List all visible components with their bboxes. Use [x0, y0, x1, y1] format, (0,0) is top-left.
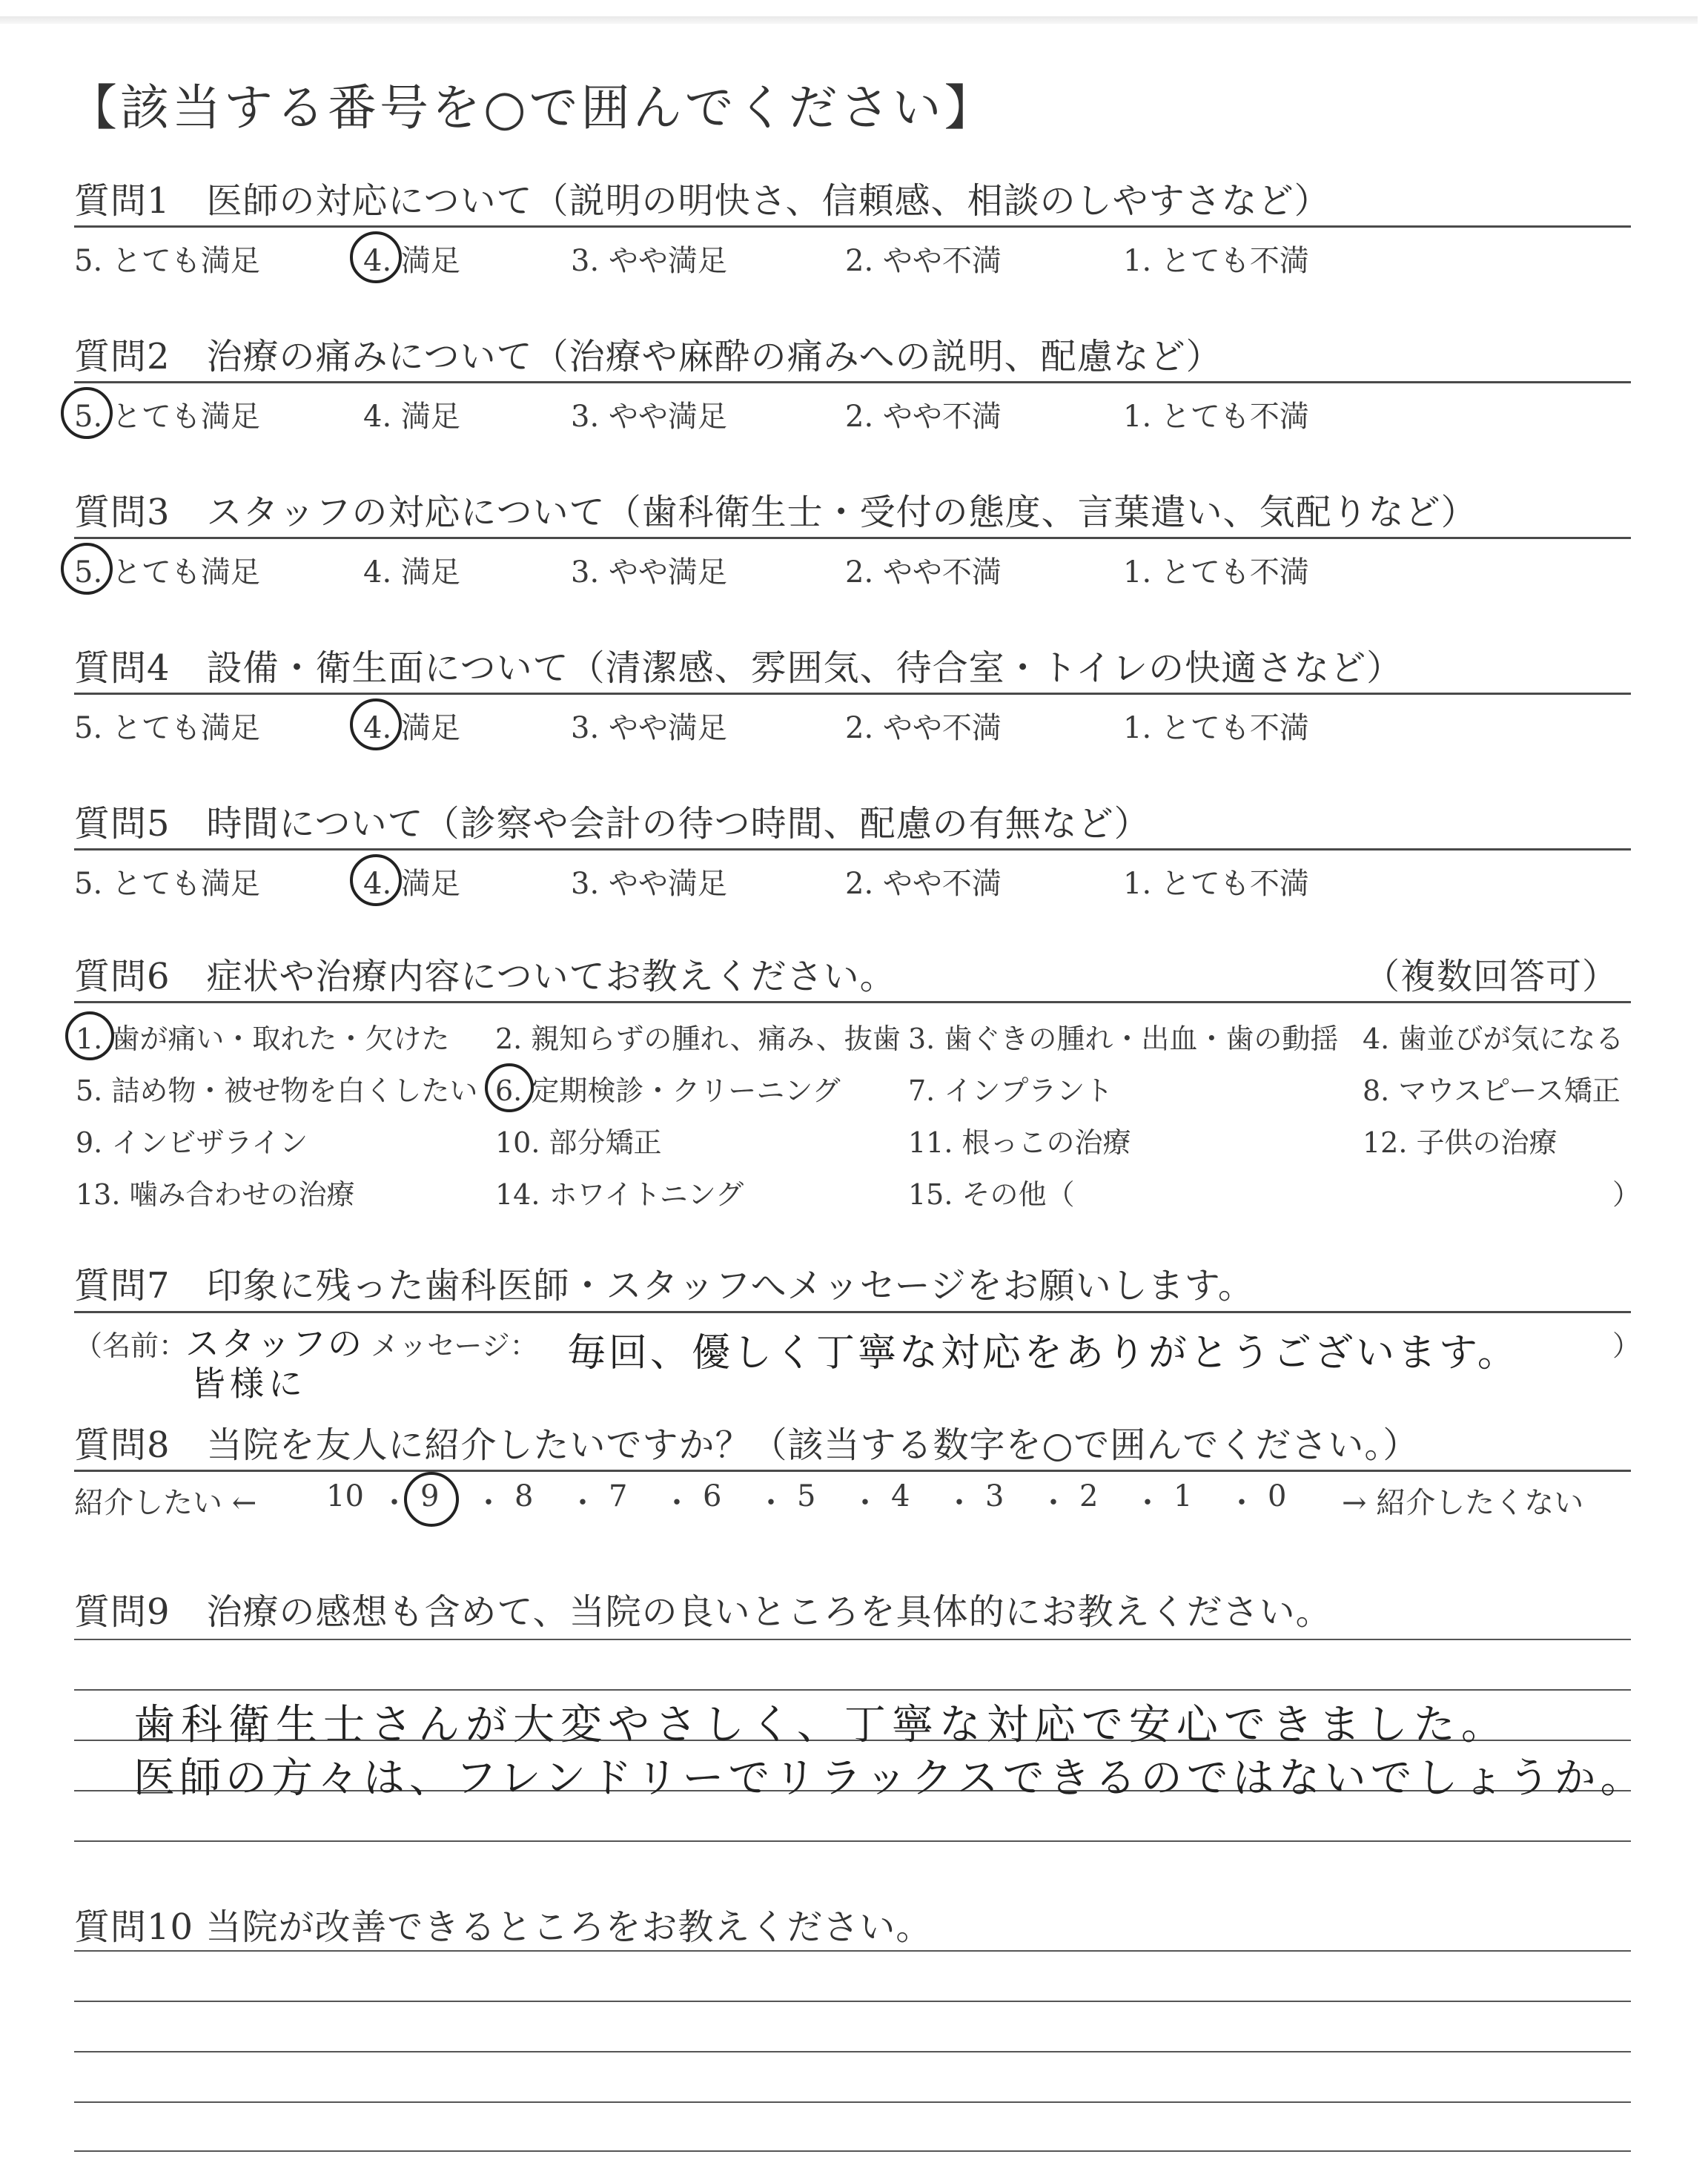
q5-option-3[interactable]: 3. やや満足 — [571, 867, 727, 901]
q9-line — [74, 1639, 1631, 1640]
q8-rule — [74, 1470, 1631, 1472]
q3-rule — [74, 537, 1631, 539]
q6-other-close-paren: ） — [1612, 1178, 1641, 1211]
q6-title: 質問6 症状や治療内容についてお教えください。 — [74, 956, 896, 997]
q5-option-1[interactable]: 1. とても不満 — [1123, 867, 1309, 901]
q8-selection-circle — [404, 1472, 459, 1527]
q7-name-line1: スタッフの — [185, 1324, 363, 1364]
q8-left-label: 紹介したい ← — [74, 1486, 257, 1520]
q6-option-13[interactable]: 13. 噛み合わせの治療 — [76, 1178, 355, 1211]
q2-option-3[interactable]: 3. やや満足 — [571, 400, 727, 434]
q9-answer-line2: 医師の方々は、フレンドリーでリラックスできるのではないでしょうか。 — [133, 1754, 1646, 1803]
q7-message: 毎回、優しく丁寧な対応をありがとうございます。 — [567, 1331, 1519, 1375]
q6-option-7[interactable]: 7. インプラント — [908, 1074, 1113, 1107]
q5-title: 質問5 時間について（診察や会計の待つ時間、配慮の有無など） — [74, 803, 1151, 845]
q4-rule — [74, 693, 1631, 695]
q2-option-4[interactable]: 4. 満足 — [363, 400, 460, 434]
q8-separator: ・ — [474, 1486, 503, 1520]
q2-option-5[interactable]: 5. とても満足 — [74, 400, 260, 434]
q8-separator: ・ — [1227, 1486, 1257, 1520]
q3-option-5[interactable]: 5. とても満足 — [74, 555, 260, 589]
q6-option-8[interactable]: 8. マウスピース矯正 — [1363, 1074, 1621, 1107]
q3-option-1[interactable]: 1. とても不満 — [1123, 555, 1309, 589]
q7-rule — [74, 1311, 1631, 1313]
q7-message-label: メッセージ： — [371, 1330, 538, 1362]
q8-separator: ・ — [1133, 1486, 1162, 1520]
q10-line — [74, 2001, 1631, 2002]
q2-option-2[interactable]: 2. やや不満 — [845, 400, 1002, 434]
q2-selection-circle — [61, 387, 113, 439]
q8-title: 質問8 当院を友人に紹介したいですか？（該当する数字を○で囲んでください。） — [74, 1424, 1420, 1466]
q8-scale-1[interactable]: 1 — [1174, 1479, 1193, 1513]
q9-line — [74, 1840, 1631, 1842]
q1-rule — [74, 225, 1631, 228]
q6-selection-circle — [65, 1011, 114, 1060]
q5-rule — [74, 848, 1631, 851]
q10-line — [74, 2101, 1631, 2103]
q6-option-4[interactable]: 4. 歯並びが気になる — [1363, 1023, 1624, 1055]
scan-edge — [0, 16, 1698, 24]
q10-title: 質問10 当院が改善できるところをお教えください。 — [74, 1906, 933, 1948]
q8-right-label: → 紹介したくない — [1342, 1486, 1584, 1520]
q1-option-3[interactable]: 3. やや満足 — [571, 244, 727, 278]
q6-rule — [74, 1001, 1631, 1003]
q3-option-3[interactable]: 3. やや満足 — [571, 555, 727, 589]
q8-separator: ・ — [850, 1486, 880, 1520]
q8-scale-4[interactable]: 4 — [891, 1479, 910, 1513]
q8-scale-3[interactable]: 3 — [985, 1479, 1004, 1513]
q6-option-10[interactable]: 10. 部分矯正 — [495, 1126, 662, 1159]
q8-scale-0[interactable]: 0 — [1268, 1479, 1287, 1513]
q6-selection-circle — [485, 1063, 534, 1112]
q6-option-9[interactable]: 9. インビザライン — [76, 1126, 308, 1159]
q8-scale-8[interactable]: 8 — [514, 1479, 534, 1513]
q7-title: 質問7 印象に残った歯科医師・スタッフへメッセージをお願いします。 — [74, 1265, 1254, 1307]
q10-line — [74, 1950, 1631, 1952]
q2-title: 質問2 治療の痛みについて（治療や麻酔の痛みへの説明、配慮など） — [74, 336, 1222, 377]
q8-separator: ・ — [568, 1486, 598, 1520]
q6-option-2[interactable]: 2. 親知らずの腫れ、痛み、抜歯 — [495, 1023, 901, 1055]
q7-name-label: （名前： — [74, 1330, 188, 1362]
q6-option-11[interactable]: 11. 根っこの治療 — [908, 1126, 1131, 1159]
q8-separator: ・ — [662, 1486, 692, 1520]
q4-option-1[interactable]: 1. とても不満 — [1123, 711, 1309, 745]
q1-selection-circle — [350, 231, 402, 283]
q5-option-4[interactable]: 4. 満足 — [363, 867, 460, 901]
q8-separator: ・ — [756, 1486, 786, 1520]
q8-scale-6[interactable]: 6 — [703, 1479, 722, 1513]
q6-option-6[interactable]: 6. 定期検診・クリーニング — [495, 1074, 841, 1107]
form-header: 【該当する番号を○で囲んでください】 — [68, 79, 996, 136]
q1-option-2[interactable]: 2. やや不満 — [845, 244, 1002, 278]
q3-option-4[interactable]: 4. 満足 — [363, 555, 460, 589]
q1-option-5[interactable]: 5. とても満足 — [74, 244, 260, 278]
q8-scale-5[interactable]: 5 — [797, 1479, 816, 1513]
q1-title: 質問1 医師の対応について（説明の明快さ、信頼感、相談のしやすさなど） — [74, 180, 1331, 222]
q3-option-2[interactable]: 2. やや不満 — [845, 555, 1002, 589]
q3-title: 質問3 スタッフの対応について（歯科衛生士・受付の態度、言葉遣い、気配りなど） — [74, 492, 1477, 533]
q1-option-4[interactable]: 4. 満足 — [363, 244, 460, 278]
q6-option-15[interactable]: 15. その他（ — [908, 1178, 1075, 1211]
q4-option-4[interactable]: 4. 満足 — [363, 711, 460, 745]
q6-option-1[interactable]: 1. 歯が痛い・取れた・欠けた — [76, 1023, 450, 1055]
q6-multiple-note: （複数回答可） — [1364, 956, 1619, 997]
q9-title: 質問9 治療の感想も含めて、当院の良いところを具体的にお教えください。 — [74, 1591, 1332, 1633]
q2-option-1[interactable]: 1. とても不満 — [1123, 400, 1309, 434]
q8-scale-2[interactable]: 2 — [1079, 1479, 1099, 1513]
q5-selection-circle — [350, 854, 402, 906]
q2-rule — [74, 381, 1631, 383]
q9-answer-line1: 歯科衛生士さんが大変やさしく、丁寧な対応で安心できました。 — [133, 1701, 1509, 1749]
q7-close-paren: ） — [1612, 1330, 1641, 1362]
q6-option-5[interactable]: 5. 詰め物・被せ物を白くしたい — [76, 1074, 478, 1107]
q4-option-2[interactable]: 2. やや不満 — [845, 711, 1002, 745]
q8-separator: ・ — [380, 1486, 409, 1520]
q9-line — [74, 1689, 1631, 1691]
q8-separator: ・ — [1039, 1486, 1068, 1520]
q1-option-1[interactable]: 1. とても不満 — [1123, 244, 1309, 278]
q8-scale-9[interactable]: 9 — [420, 1479, 440, 1513]
q8-scale-10[interactable]: 10 — [326, 1479, 364, 1513]
q4-title: 質問4 設備・衛生面について（清潔感、雰囲気、待合室・トイレの快適さなど） — [74, 647, 1403, 689]
q10-line — [74, 2051, 1631, 2052]
q5-option-2[interactable]: 2. やや不満 — [845, 867, 1002, 901]
q7-name-line2: 皆様に — [191, 1364, 307, 1404]
q6-option-14[interactable]: 14. ホワイトニング — [495, 1178, 744, 1211]
q4-option-5[interactable]: 5. とても満足 — [74, 711, 260, 745]
q3-selection-circle — [61, 543, 113, 595]
q6-option-3[interactable]: 3. 歯ぐきの腫れ・出血・歯の動揺 — [908, 1023, 1339, 1055]
q8-scale-7[interactable]: 7 — [609, 1479, 628, 1513]
q10-line — [74, 2150, 1631, 2152]
q8-separator: ・ — [944, 1486, 974, 1520]
q6-option-12[interactable]: 12. 子供の治療 — [1363, 1126, 1558, 1159]
q4-selection-circle — [350, 698, 402, 750]
q5-option-5[interactable]: 5. とても満足 — [74, 867, 260, 901]
q4-option-3[interactable]: 3. やや満足 — [571, 711, 727, 745]
